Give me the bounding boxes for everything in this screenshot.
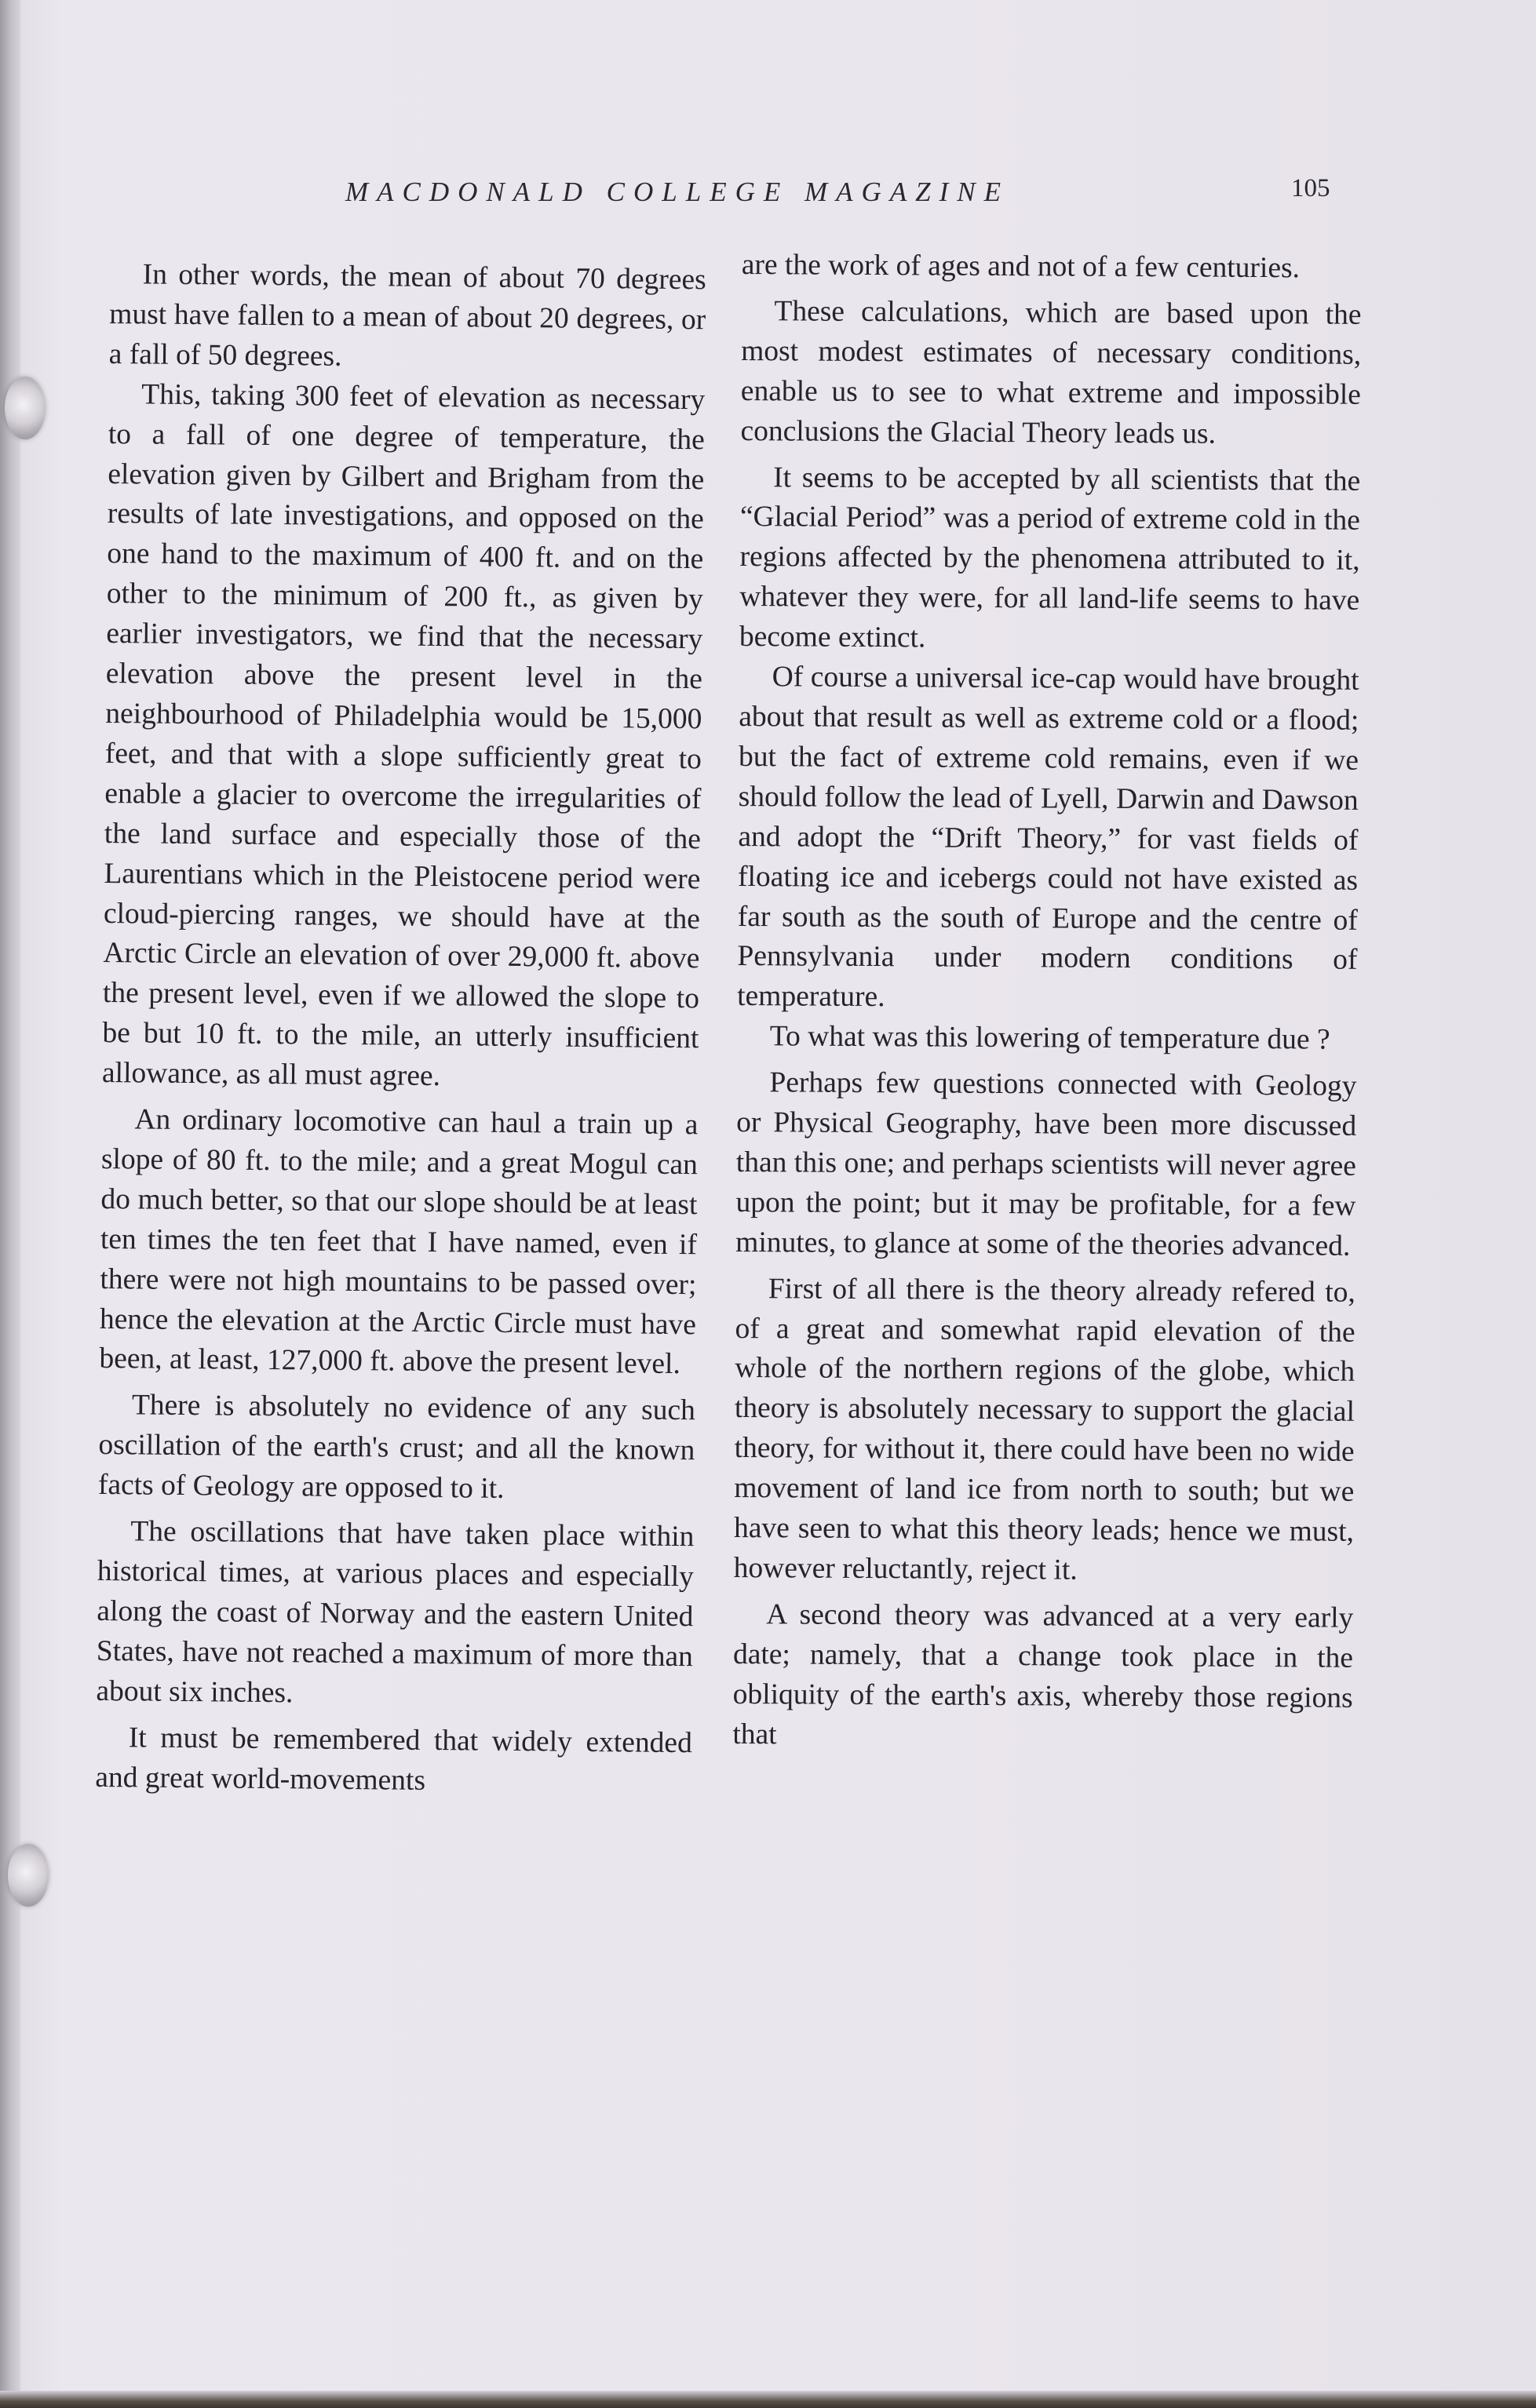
paragraph: A second theory was advanced at a very early date; namely, that a change took place in the obliquity of the earth's axis, whereby those regions that: [732, 1598, 1354, 1750]
binding-spine: [0, 0, 20, 2408]
running-head: MACDONALD COLLEGE MAGAZINE: [345, 177, 1010, 207]
page-number: 105: [1291, 174, 1330, 202]
paragraph: An ordinary locomotive can haul a train up a slope of 80 ft. to the mile; and a great Mogul can do much better, so that our slope should be at least ten times the ten feet that I have named, even if there were not high mountains to be passed over; hence the elevation at the Arctic Circle must have been, at least, 127,000 ft. above the present level.: [99, 1103, 699, 1381]
paragraph: It seems to be accepted by all scientists that the “Glacial Period” was a period of extreme cold in the regions affected by the phenomena attributed to it, whatever they were, for all land-life seems to have become extinct.: [739, 461, 1361, 654]
paragraph: Perhaps few questions connected with Geology or Physical Geography, have been more discussed than this one; and perhaps scientists will never agree upon the point; but it may be profitable, for a few minutes, to glance at some of the theories advanced.: [735, 1066, 1357, 1262]
paragraph: There is absolutely no evidence of any such oscillation of the earth's crust; and all the known facts of Geology are opposed to it.: [97, 1389, 696, 1506]
paragraph: These calculations, which are based upon the most modest estimates of necessary conditions, enable us to see to what extreme and impossible conclusions the Glacial Theory leads us.: [740, 295, 1362, 450]
paragraph: Of course a universal ice-cap would have brought about that result as well as extreme cold or a flood; but the fact of extreme cold remains, even if we should follow the lead of Lyell, Darwin and Dawson and adopt the “Drift Theory,” for vast fields of floating ice and icebergs could not have existed as far south as the south of Europe and the centre of Pennsylvania under modern conditions of temperature.: [737, 661, 1359, 1014]
paragraph: This, taking 300 feet of elevation as necessary to a fall of one degree of temperature, the elevation given by Gilbert and Brigham from the results of late investigations, and opposed on the one hand to the maximum of 400 ft. and on the other to the minimum of 200 ft., as given by earlier investigators, we find that the necessary elevation above the present level in the neighbourhood of Philadelphia would be 15,000 feet, and that with a slope sufficiently great to enable a glacier to overcome the irregularities of the land surface and especially those of the Laurentians which in the Pleistocene period were cloud-piercing ranges, we should have at the Arctic Circle an elevation of over 29,000 ft. above the present level, even if we allowed the slope to be but 10 ft. to the mile, an utterly insufficient allowance, as all must agree.: [101, 378, 706, 1093]
left-column: [95, 255, 706, 1804]
paragraph: In other words, the mean of about 70 degrees must have fallen to a mean of about 20 degrees, or a fall of 50 degrees.: [108, 258, 706, 373]
binding-staple-top: [5, 377, 46, 439]
page-bottom-edge: [0, 2391, 1536, 2408]
paragraph: To what was this lowering of temperature due ?: [769, 1020, 1330, 1056]
paragraph: It must be remembered that widely extended and great world-movements: [95, 1721, 693, 1797]
paragraph: The oscillations that have taken place within historical times, at various places and especially along the coast of Norway and the eastern United States, have not reached a maximum of more than about six inches.: [96, 1515, 695, 1710]
right-column: [732, 246, 1362, 1758]
binding-staple-bottom: [8, 1844, 49, 1907]
paragraph: First of all there is the theory already refered to, of a great and somewhat rapid elevation of the whole of the northern regions of the globe, which theory is absolutely necessary to support the glacial theory, for without it, there could have been no wide movement of land ice from north to south; but we have seen to what this theory leads; hence we must, however reluctantly, reject it.: [733, 1272, 1355, 1587]
paragraph-continued: are the work of ages and not of a few centuries.: [741, 248, 1301, 285]
